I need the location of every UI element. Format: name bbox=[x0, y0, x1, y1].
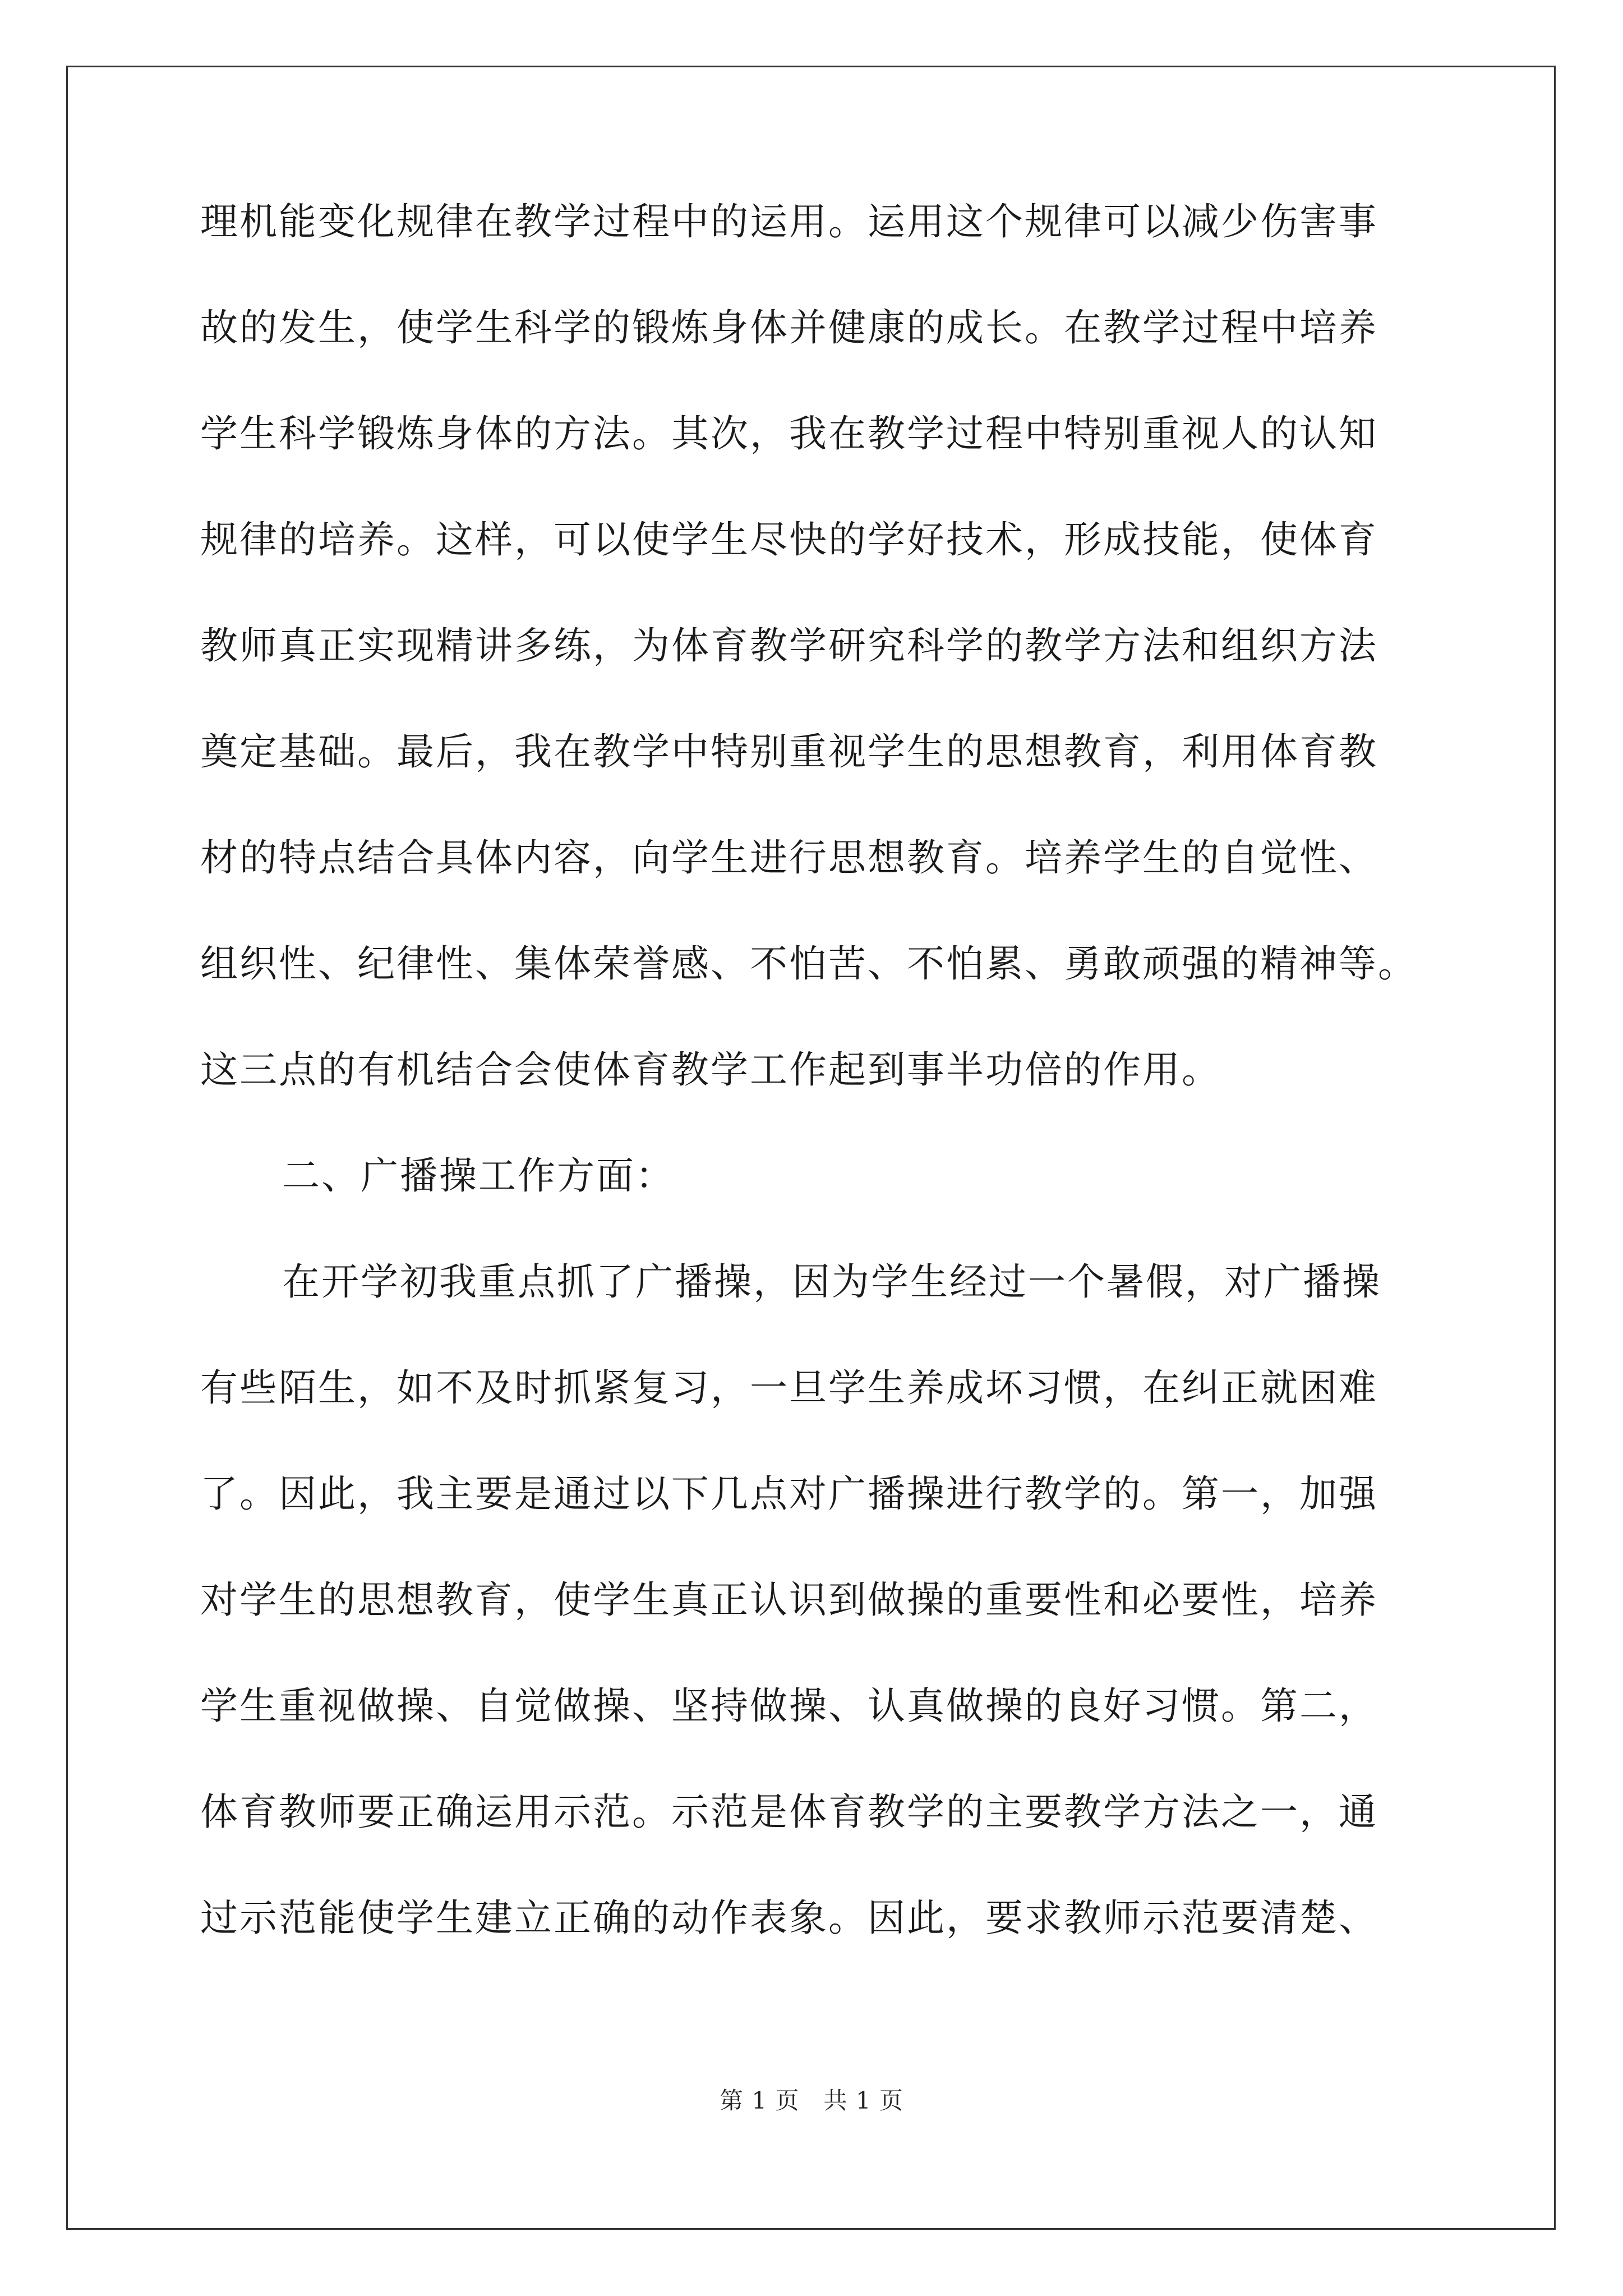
document-body bbox=[200, 199, 1445, 2001]
page-footer bbox=[0, 2087, 1623, 2115]
page-number: 第 1 页 bbox=[720, 2087, 800, 2114]
section-heading: 二、广播操工作方面： bbox=[282, 1154, 675, 1198]
text-line: 学生科学锻炼身体的方法。其次，我在教学过程中特别重视人的认知 bbox=[200, 412, 1378, 455]
text-line: 材的特点结合具体内容，向学生进行思想教育。培养学生的自觉性、 bbox=[200, 836, 1378, 880]
text-line: 对学生的思想教育，使学生真正认识到做操的重要性和必要性，培养 bbox=[200, 1578, 1378, 1622]
text-line: 理机能变化规律在教学过程中的运用。运用这个规律可以减少伤害事 bbox=[200, 200, 1378, 243]
text-line: 过示范能使学生建立正确的动作表象。因此，要求教师示范要清楚、 bbox=[200, 1896, 1378, 1940]
text-line: 故的发生，使学生科学的锻炼身体并健康的成长。在教学过程中培养 bbox=[200, 306, 1378, 349]
text-line: 这三点的有机结合会使体育教学工作起到事半功倍的作用。 bbox=[200, 1048, 1221, 1092]
text-line: 有些陌生，如不及时抓紧复习，一旦学生养成坏习惯，在纠正就困难 bbox=[200, 1366, 1378, 1410]
text-line: 奠定基础。最后，我在教学中特别重视学生的思想教育，利用体育教 bbox=[200, 730, 1378, 774]
text-line: 规律的培养。这样，可以使学生尽快的学好技术，形成技能，使体育 bbox=[200, 518, 1378, 562]
text-line: 组织性、纪律性、集体荣誉感、不怕苦、不怕累、勇敢顽强的精神等。 bbox=[200, 942, 1417, 986]
text-line: 教师真正实现精讲多练，为体育教学研究科学的教学方法和组织方法 bbox=[200, 624, 1378, 668]
text-line: 体育教师要正确运用示范。示范是体育教学的主要教学方法之一，通 bbox=[200, 1790, 1378, 1834]
text-line: 学生重视做操、自觉做操、坚持做操、认真做操的良好习惯。第二， bbox=[200, 1684, 1378, 1728]
total-pages: 共 1 页 bbox=[823, 2087, 903, 2114]
paragraph-first-line: 在开学初我重点抓了广播操，因为学生经过一个暑假，对广播操 bbox=[282, 1260, 1381, 1304]
text-line: 了。因此，我主要是通过以下几点对广播操进行教学的。第一，加强 bbox=[200, 1472, 1378, 1516]
